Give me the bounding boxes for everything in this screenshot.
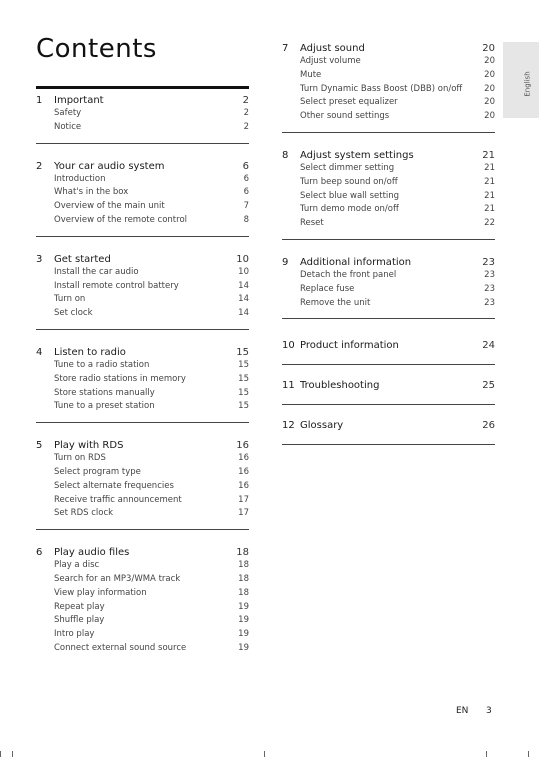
toc-section — [36, 158, 249, 237]
entry-page-number: 17 — [238, 508, 249, 519]
entry-label: Introduction — [54, 173, 106, 184]
entry-label: Select preset equalizer — [300, 97, 398, 108]
entry-page-number: 14 — [238, 294, 249, 305]
toc-entry[interactable] — [36, 642, 249, 656]
section-number: 6 — [36, 547, 43, 559]
entry-label: Turn Dynamic Bass Boost (DBB) on/off — [300, 83, 463, 94]
toc-left-column — [36, 92, 249, 678]
entry-page-number: 15 — [238, 373, 249, 384]
crop-mark — [264, 751, 265, 757]
entry-page-number: 7 — [243, 201, 249, 212]
toc-section — [36, 251, 249, 330]
toc-section — [282, 40, 495, 133]
section-page-number: 6 — [242, 160, 249, 172]
entry-page-number: 8 — [243, 214, 249, 225]
toc-entry[interactable] — [36, 107, 249, 121]
entry-indent — [36, 173, 54, 187]
section-page-number: 2 — [242, 95, 249, 106]
toc-section — [36, 92, 249, 144]
section-title: Play with RDS — [54, 440, 124, 452]
entry-label: Connect external sound source — [54, 642, 187, 653]
entry-page-number: 21 — [484, 162, 495, 173]
entry-label: Tune to a preset station — [54, 401, 155, 412]
section-title: Adjust sound — [300, 43, 365, 54]
entry-label: Receive traffic announcement — [54, 494, 182, 505]
toc-entry[interactable] — [36, 293, 249, 307]
toc-section — [36, 344, 249, 423]
entry-label: Remove the unit — [300, 297, 371, 308]
entry-indent — [282, 217, 300, 231]
toc-entry[interactable] — [36, 121, 249, 135]
entry-page-number: 16 — [238, 453, 249, 464]
entry-page-number: 23 — [484, 269, 495, 280]
toc-entry[interactable] — [36, 280, 249, 294]
section-heading[interactable] — [36, 544, 249, 559]
entry-label: Overview of the remote control — [54, 214, 188, 225]
entry-label: Overview of the main unit — [54, 201, 165, 212]
entry-indent — [36, 601, 54, 615]
entry-indent — [282, 203, 300, 217]
entry-page-number: 21 — [484, 204, 495, 215]
entry-page-number: 18 — [238, 573, 249, 584]
entry-page-number: 15 — [238, 401, 249, 412]
language-tab-label: English — [523, 71, 532, 97]
entry-label: Store radio stations in memory — [54, 373, 186, 384]
toc-entry[interactable] — [36, 466, 249, 480]
entry-label: Install the car audio — [54, 266, 139, 277]
crop-mark — [0, 751, 1, 757]
toc-entry[interactable] — [36, 601, 249, 615]
entry-indent — [36, 614, 54, 628]
entry-indent — [36, 480, 54, 494]
entry-label: Notice — [54, 121, 82, 132]
section-page-number: 23 — [482, 256, 495, 268]
entry-page-number: 18 — [238, 587, 249, 598]
section-number: 9 — [282, 256, 289, 268]
section-page-number: 21 — [482, 149, 495, 161]
toc-entry[interactable] — [282, 217, 495, 231]
toc-entry[interactable] — [36, 628, 249, 642]
section-heading[interactable] — [282, 379, 495, 392]
entry-label: What's in the box — [54, 187, 129, 198]
toc-entry[interactable] — [36, 173, 249, 187]
toc-entry[interactable] — [36, 307, 249, 321]
entry-indent — [36, 559, 54, 573]
entry-page-number: 19 — [238, 629, 249, 640]
section-heading[interactable] — [282, 339, 495, 352]
entry-label: View play information — [54, 587, 147, 598]
entry-label: Select alternate frequencies — [54, 480, 174, 491]
entry-indent — [282, 162, 300, 176]
entry-page-number: 20 — [484, 69, 495, 80]
entry-page-number: 16 — [238, 466, 249, 477]
page-title: Contents — [36, 34, 157, 64]
entry-indent — [36, 186, 54, 200]
section-title: Glossary — [300, 420, 344, 432]
toc-entry[interactable] — [282, 69, 495, 83]
section-title: Additional information — [300, 256, 412, 268]
section-title: Troubleshooting — [300, 380, 380, 392]
entry-page-number: 15 — [238, 359, 249, 370]
entry-label: Adjust volume — [300, 56, 361, 66]
entry-page-number: 6 — [243, 173, 249, 184]
entry-label: Mute — [300, 69, 322, 80]
section-heading[interactable] — [282, 147, 495, 162]
section-page-number: 25 — [482, 380, 495, 392]
entry-label: Store stations manually — [54, 387, 155, 398]
toc-section — [36, 544, 249, 664]
entry-page-number: 18 — [238, 560, 249, 571]
entry-label: Replace fuse — [300, 283, 355, 294]
entry-indent — [36, 494, 54, 508]
entry-indent — [282, 269, 300, 283]
footer-language: EN — [456, 706, 469, 716]
entry-indent — [36, 307, 54, 321]
toc-section — [282, 373, 495, 405]
entry-label: Safety — [54, 108, 82, 118]
entry-page-number: 14 — [238, 308, 249, 319]
entry-page-number: 16 — [238, 480, 249, 491]
toc-entry[interactable] — [36, 387, 249, 401]
toc-entry[interactable] — [36, 400, 249, 414]
section-page-number: 20 — [482, 43, 495, 54]
section-page-number: 18 — [236, 547, 249, 559]
entry-label: Turn on — [54, 294, 86, 305]
toc-section — [282, 147, 495, 240]
entry-indent — [36, 400, 54, 414]
section-heading[interactable] — [36, 251, 249, 266]
entry-indent — [36, 200, 54, 214]
entry-indent — [36, 359, 54, 373]
entry-page-number: 21 — [484, 190, 495, 201]
section-page-number: 24 — [482, 340, 495, 352]
section-heading[interactable] — [36, 437, 249, 452]
toc-entry[interactable] — [36, 480, 249, 494]
entry-label: Other sound settings — [300, 111, 390, 122]
crop-mark — [12, 751, 13, 757]
section-page-number: 26 — [482, 420, 495, 432]
entry-indent — [36, 642, 54, 656]
entry-page-number: 19 — [238, 615, 249, 626]
section-number: 11 — [282, 380, 295, 392]
entry-indent — [36, 452, 54, 466]
entry-label: Select program type — [54, 466, 141, 477]
section-number: 1 — [36, 95, 43, 106]
entry-label: Detach the front panel — [300, 269, 397, 280]
section-page-number: 15 — [236, 346, 249, 358]
entry-label: Select blue wall setting — [300, 190, 400, 201]
toc-right-column — [282, 40, 495, 453]
title-rule — [36, 86, 249, 89]
entry-indent — [36, 280, 54, 294]
toc-entry[interactable] — [282, 83, 495, 97]
entry-indent — [36, 214, 54, 228]
entry-label: Tune to a radio station — [54, 359, 150, 370]
toc-entry[interactable] — [282, 297, 495, 311]
entry-page-number: 19 — [238, 642, 249, 653]
entry-page-number: 21 — [484, 176, 495, 187]
entry-label: Set clock — [54, 308, 93, 319]
entry-page-number: 19 — [238, 601, 249, 612]
entry-indent — [282, 190, 300, 204]
entry-page-number: 6 — [243, 187, 249, 198]
toc-entry[interactable] — [282, 269, 495, 283]
crop-mark — [528, 751, 529, 757]
entry-label: Set RDS clock — [54, 508, 114, 519]
section-number: 5 — [36, 440, 43, 452]
section-number: 4 — [36, 346, 43, 358]
section-number: 3 — [36, 253, 43, 265]
language-tab — [503, 42, 539, 118]
entry-indent — [36, 587, 54, 601]
entry-label: Turn beep sound on/off — [300, 176, 398, 187]
entry-indent — [282, 96, 300, 110]
section-title: Adjust system settings — [300, 149, 414, 161]
toc-entry[interactable] — [36, 359, 249, 373]
section-title: Product information — [300, 340, 399, 352]
entry-indent — [36, 387, 54, 401]
section-heading[interactable] — [36, 158, 249, 173]
toc-entry[interactable] — [282, 96, 495, 110]
entry-indent — [282, 297, 300, 311]
entry-page-number: 15 — [238, 387, 249, 398]
entry-page-number: 20 — [484, 111, 495, 122]
footer-page-number: 3 — [486, 706, 492, 716]
toc-entry[interactable] — [282, 55, 495, 69]
toc-entry[interactable] — [282, 110, 495, 124]
section-number: 8 — [282, 149, 289, 161]
toc-entry[interactable] — [36, 494, 249, 508]
section-title: Important — [54, 95, 104, 106]
entry-page-number: 20 — [484, 56, 495, 66]
toc-entry[interactable] — [282, 176, 495, 190]
section-heading[interactable] — [36, 344, 249, 359]
entry-label: Select dimmer setting — [300, 162, 395, 173]
section-title: Listen to radio — [54, 346, 126, 358]
entry-indent — [282, 110, 300, 124]
toc-entry[interactable] — [282, 162, 495, 176]
toc-entry[interactable] — [36, 186, 249, 200]
entry-page-number: 22 — [484, 218, 495, 229]
section-number: 7 — [282, 43, 289, 54]
toc-entry[interactable] — [36, 452, 249, 466]
toc-entry[interactable] — [36, 559, 249, 573]
toc-section — [282, 333, 495, 365]
toc-entry[interactable] — [282, 190, 495, 204]
toc-entry[interactable] — [36, 507, 249, 521]
entry-label: Intro play — [54, 629, 95, 640]
entry-indent — [282, 69, 300, 83]
toc-entry[interactable] — [36, 614, 249, 628]
section-heading[interactable] — [282, 40, 495, 55]
toc-entry[interactable] — [36, 373, 249, 387]
toc-entry[interactable] — [36, 573, 249, 587]
toc-entry[interactable] — [36, 266, 249, 280]
toc-entry[interactable] — [36, 200, 249, 214]
toc-entry[interactable] — [36, 214, 249, 228]
entry-indent — [36, 121, 54, 135]
entry-page-number: 2 — [243, 108, 249, 118]
entry-page-number: 17 — [238, 494, 249, 505]
entry-indent — [36, 293, 54, 307]
entry-page-number: 10 — [238, 266, 249, 277]
entry-label: Play a disc — [54, 560, 100, 571]
entry-page-number: 20 — [484, 97, 495, 108]
entry-indent — [36, 573, 54, 587]
toc-entry[interactable] — [282, 283, 495, 297]
entry-indent — [282, 176, 300, 190]
entry-indent — [36, 507, 54, 521]
section-heading[interactable] — [282, 419, 495, 432]
entry-indent — [282, 55, 300, 69]
entry-label: Reset — [300, 218, 324, 229]
entry-indent — [282, 283, 300, 297]
entry-indent — [36, 466, 54, 480]
entry-page-number: 2 — [243, 121, 249, 132]
crop-mark — [486, 751, 487, 757]
entry-indent — [36, 628, 54, 642]
toc-entry[interactable] — [36, 587, 249, 601]
entry-label: Turn demo mode on/off — [300, 204, 399, 215]
toc-section — [282, 413, 495, 445]
toc-section — [282, 254, 495, 319]
entry-page-number: 23 — [484, 283, 495, 294]
entry-indent — [36, 107, 54, 121]
entry-label: Search for an MP3/WMA track — [54, 573, 181, 584]
toc-entry[interactable] — [282, 203, 495, 217]
entry-label: Install remote control battery — [54, 280, 179, 291]
entry-label: Turn on RDS — [54, 453, 106, 464]
entry-indent — [282, 83, 300, 97]
section-title: Get started — [54, 253, 111, 265]
toc-section — [36, 437, 249, 530]
entry-page-number: 14 — [238, 280, 249, 291]
section-heading[interactable] — [36, 92, 249, 107]
section-number: 12 — [282, 420, 295, 432]
section-title: Play audio files — [54, 547, 130, 559]
section-number: 10 — [282, 340, 295, 352]
entry-indent — [36, 373, 54, 387]
entry-label: Repeat play — [54, 601, 105, 612]
entry-page-number: 23 — [484, 297, 495, 308]
section-page-number: 10 — [236, 253, 249, 265]
entry-page-number: 20 — [484, 83, 495, 94]
entry-label: Shuffle play — [54, 615, 105, 626]
entry-indent — [36, 266, 54, 280]
section-heading[interactable] — [282, 254, 495, 269]
section-number: 2 — [36, 160, 43, 172]
section-title: Your car audio system — [54, 160, 165, 172]
section-page-number: 16 — [236, 440, 249, 452]
